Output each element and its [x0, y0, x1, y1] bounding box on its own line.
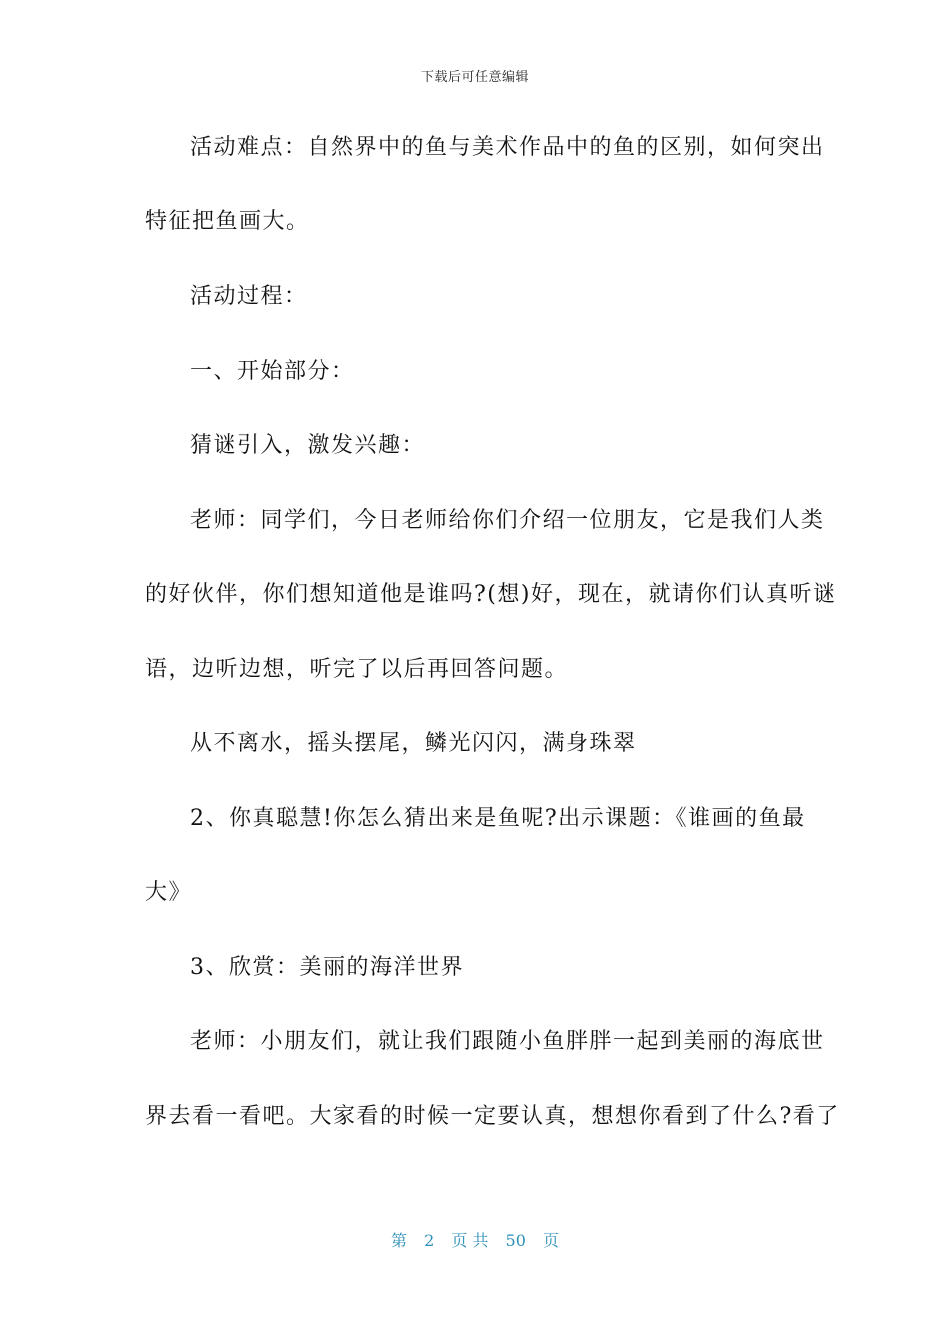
paragraph-line-11: 大》 — [145, 880, 193, 905]
paragraph-line-10: 2、你真聪慧!你怎么猜出来是鱼呢?出示课题：《谁画的鱼最 — [190, 806, 806, 831]
paragraph-line-9: 从不离水，摇头摆尾，鳞光闪闪，满身珠翠 — [190, 731, 637, 756]
paragraph-line-8: 语，边听边想，听完了以后再回答问题。 — [145, 657, 569, 682]
paragraph-line-13: 老师：小朋友们，就让我们跟随小鱼胖胖一起到美丽的海底世 — [190, 1029, 825, 1054]
footer-suffix: 页 — [543, 1231, 560, 1250]
paragraph-line-12: 3、欣赏：美丽的海洋世界 — [190, 955, 464, 980]
footer-prefix: 第 — [390, 1231, 407, 1250]
footer-total-pages: 50 — [505, 1231, 526, 1250]
paragraph-line-14: 界去看一看吧。大家看的时候一定要认真，想想你看到了什么?看了 — [145, 1104, 840, 1129]
footer-page-number: 2 — [424, 1231, 435, 1250]
paragraph-line-5: 猜谜引入，激发兴趣： — [190, 433, 426, 458]
paragraph-line-6: 老师：同学们，今日老师给你们介绍一位朋友，它是我们人类 — [190, 508, 825, 533]
paragraph-line-3: 活动过程： — [190, 284, 308, 309]
paragraph-line-1: 活动难点：自然界中的鱼与美术作品中的鱼的区别，如何突出 — [190, 135, 825, 160]
paragraph-line-7: 的好伙伴，你们想知道他是谁吗?(想)好，现在，就请你们认真听谜 — [145, 582, 837, 607]
page-footer — [0, 1228, 950, 1251]
paragraph-line-4: 一、开始部分： — [190, 359, 355, 384]
footer-middle: 页 共 — [451, 1231, 489, 1250]
paragraph-line-2: 特征把鱼画大。 — [145, 209, 310, 234]
page-header: 下载后可任意编辑 — [420, 70, 529, 85]
